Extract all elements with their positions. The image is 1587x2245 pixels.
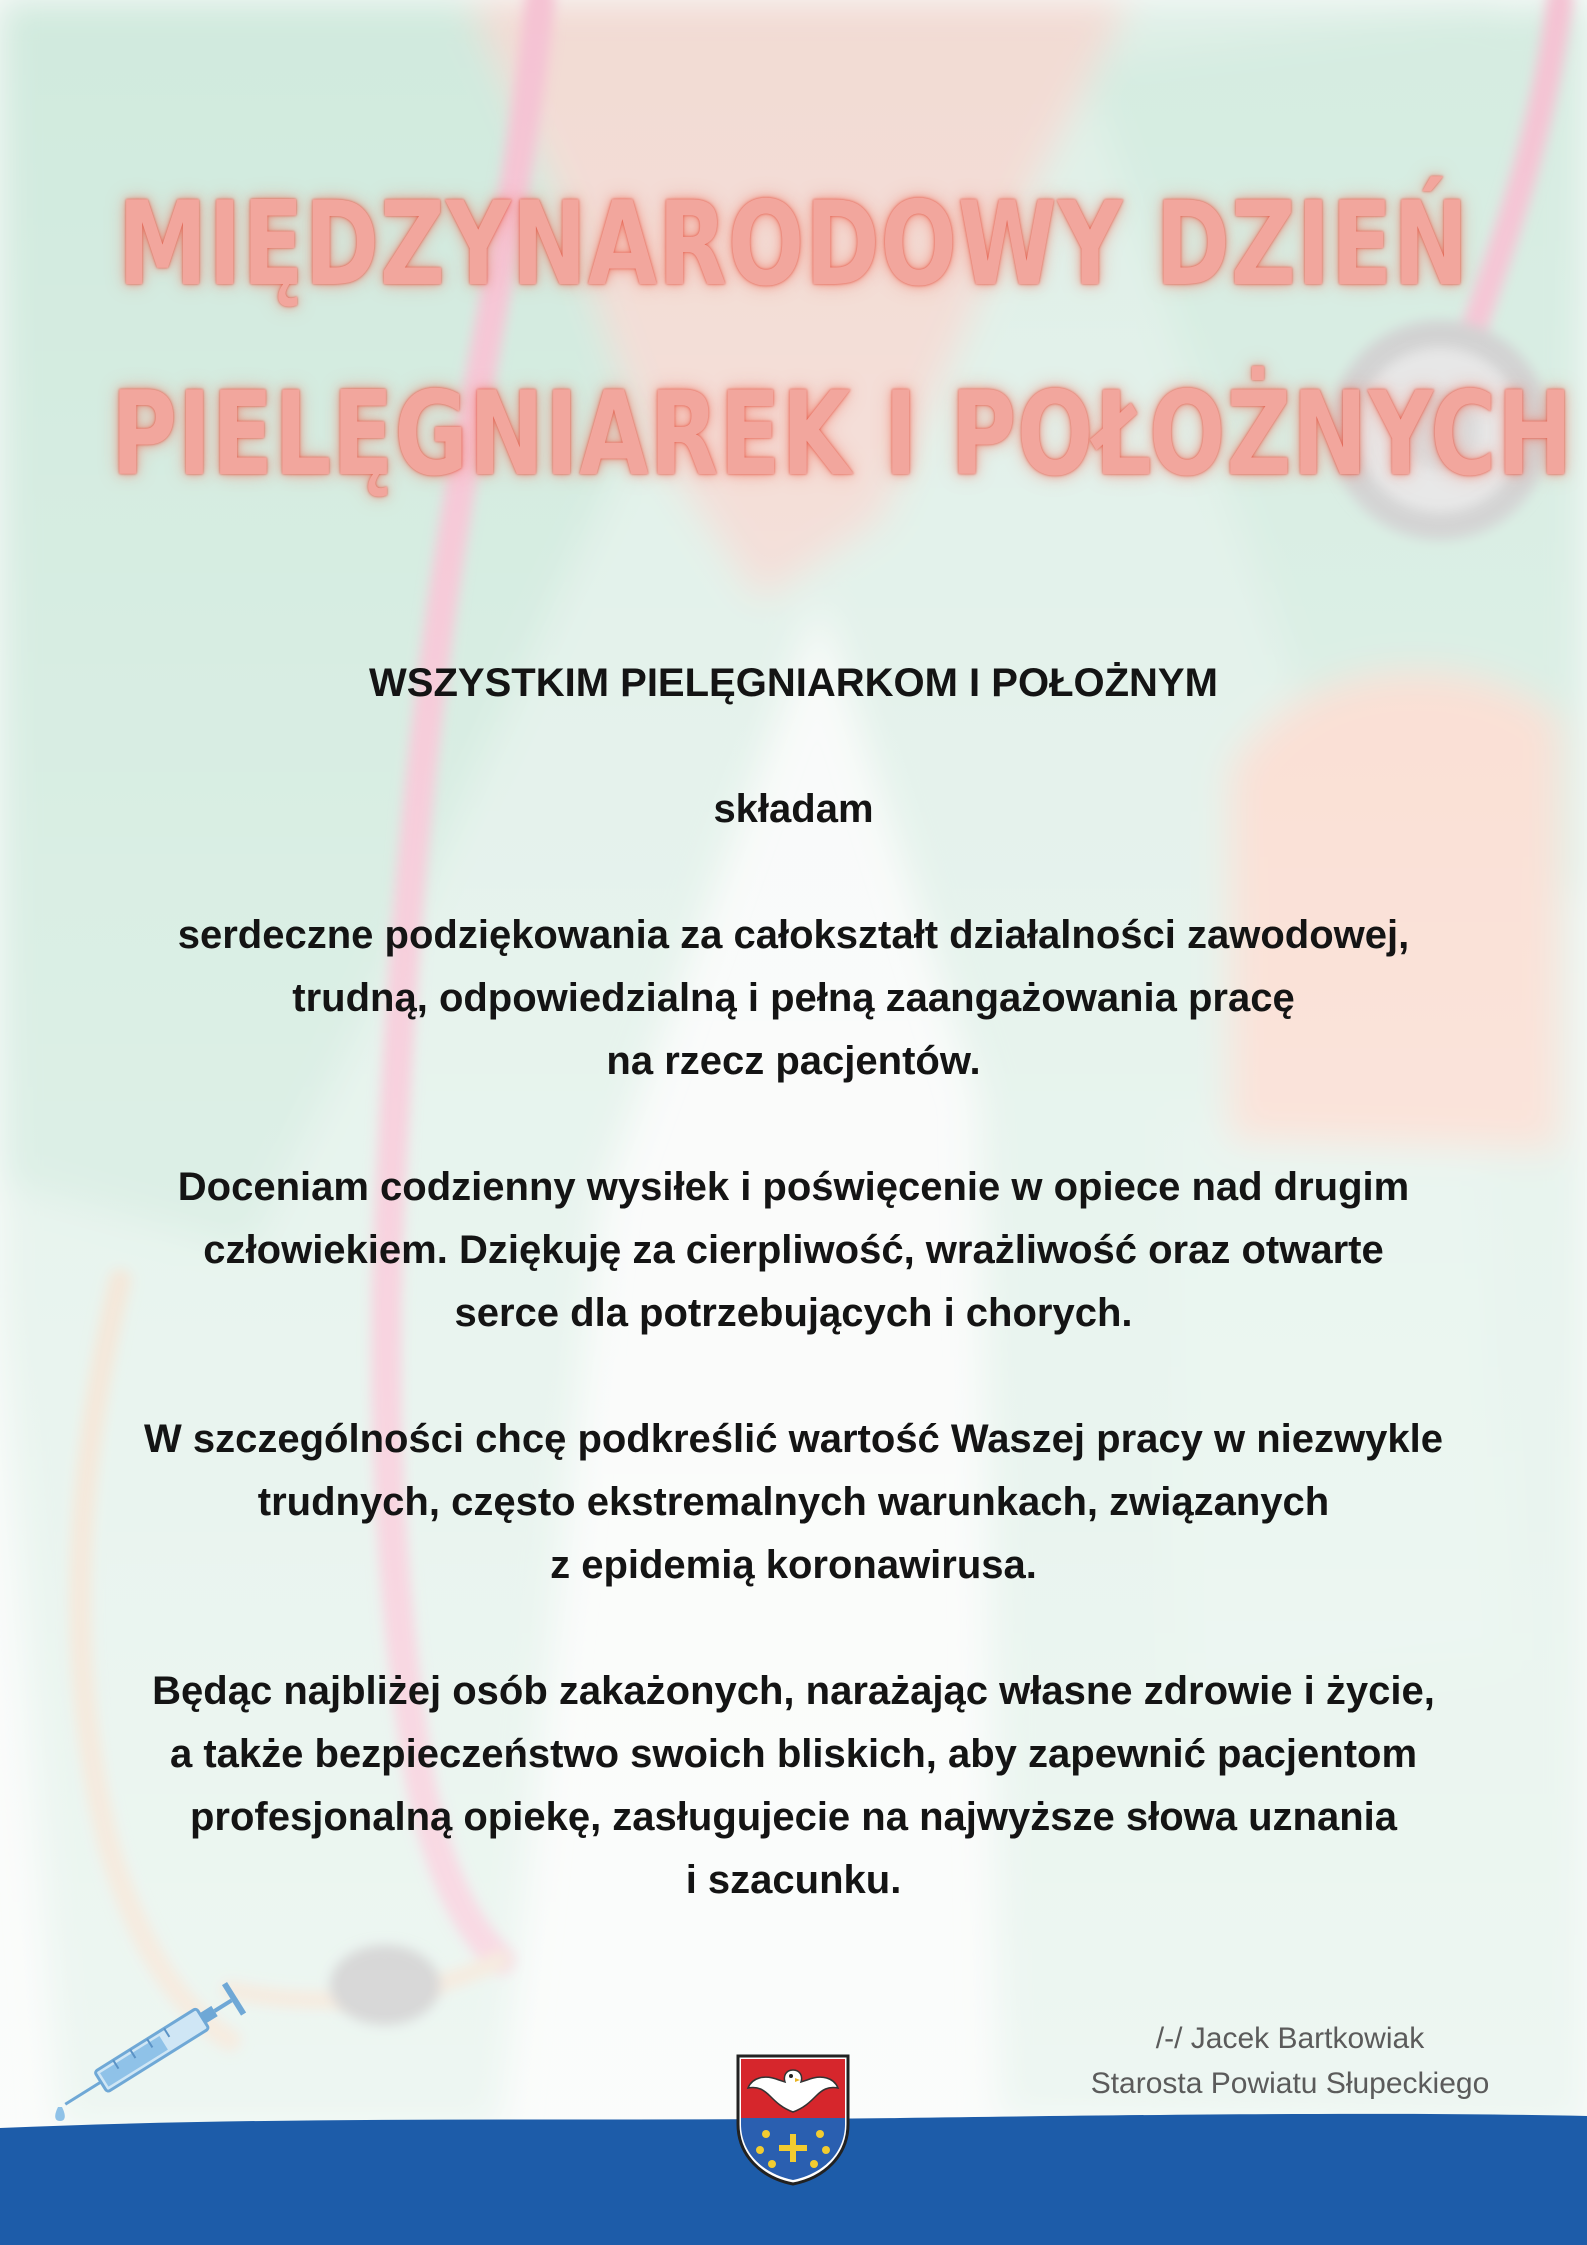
text-line: W szczególności chcę podkreślić wartość Waszej pracy w niezwykle [143,1417,1443,1461]
message-body [0,652,1587,1975]
page-title [111,150,1574,530]
text-line: z epidemią koronawirusa. [550,1543,1037,1587]
text-line: Będąc najbliżej osób zakażonych, narażając własne zdrowie i życie, [152,1669,1435,1713]
text-line: człowiekiem. Dziękuję za cierpliwość, wrażliwość oraz otwarte [203,1228,1384,1272]
text-line: serce dla potrzebujących i chorych. [454,1291,1133,1335]
text-line: serdeczne podziękowania za całokształt działalności zawodowej, [177,913,1410,957]
verb [0,778,1587,841]
text-line: składam [713,787,874,831]
paragraph-recognition [0,1660,1587,1912]
paragraph-epidemic [0,1408,1587,1597]
greeting [0,652,1587,715]
signature-block [1040,2016,1540,2106]
title-line-1: MIĘDZYNARODOWY DZIEŃ [117,177,1470,312]
text-line: na rzecz pacjentów. [606,1039,981,1083]
text-line: trudną, odpowiedzialną i pełną zaangażowania pracę [292,976,1295,1020]
paragraph-thanks [0,904,1587,1093]
title-line-2: PIELĘGNIAREK I POŁOŻNYCH [111,367,1574,502]
text-line: WSZYSTKIM PIELĘGNIARKOM I POŁOŻNYM [369,661,1218,705]
paragraph-appreciation [0,1156,1587,1345]
text-line: Doceniam codzienny wysiłek i poświęcenie w opiece nad drugim [177,1165,1410,1209]
signature-role: Starosta Powiatu Słupeckiego [1090,2067,1490,2100]
syringe-icon [44,1975,264,2125]
text-line: a także bezpieczeństwo swoich bliskich, aby zapewnić pacjentom [169,1732,1418,1776]
text-line: i szacunku. [685,1858,902,1902]
text-line: trudnych, często ekstremalnych warunkach, związanych [257,1480,1330,1524]
text-line: profesjonalną opiekę, zasługujecie na najwyższe słowa uznania [189,1795,1398,1839]
signature-name: /-/ Jacek Bartkowiak [1155,2022,1425,2055]
coat-of-arms-icon [734,2052,852,2188]
